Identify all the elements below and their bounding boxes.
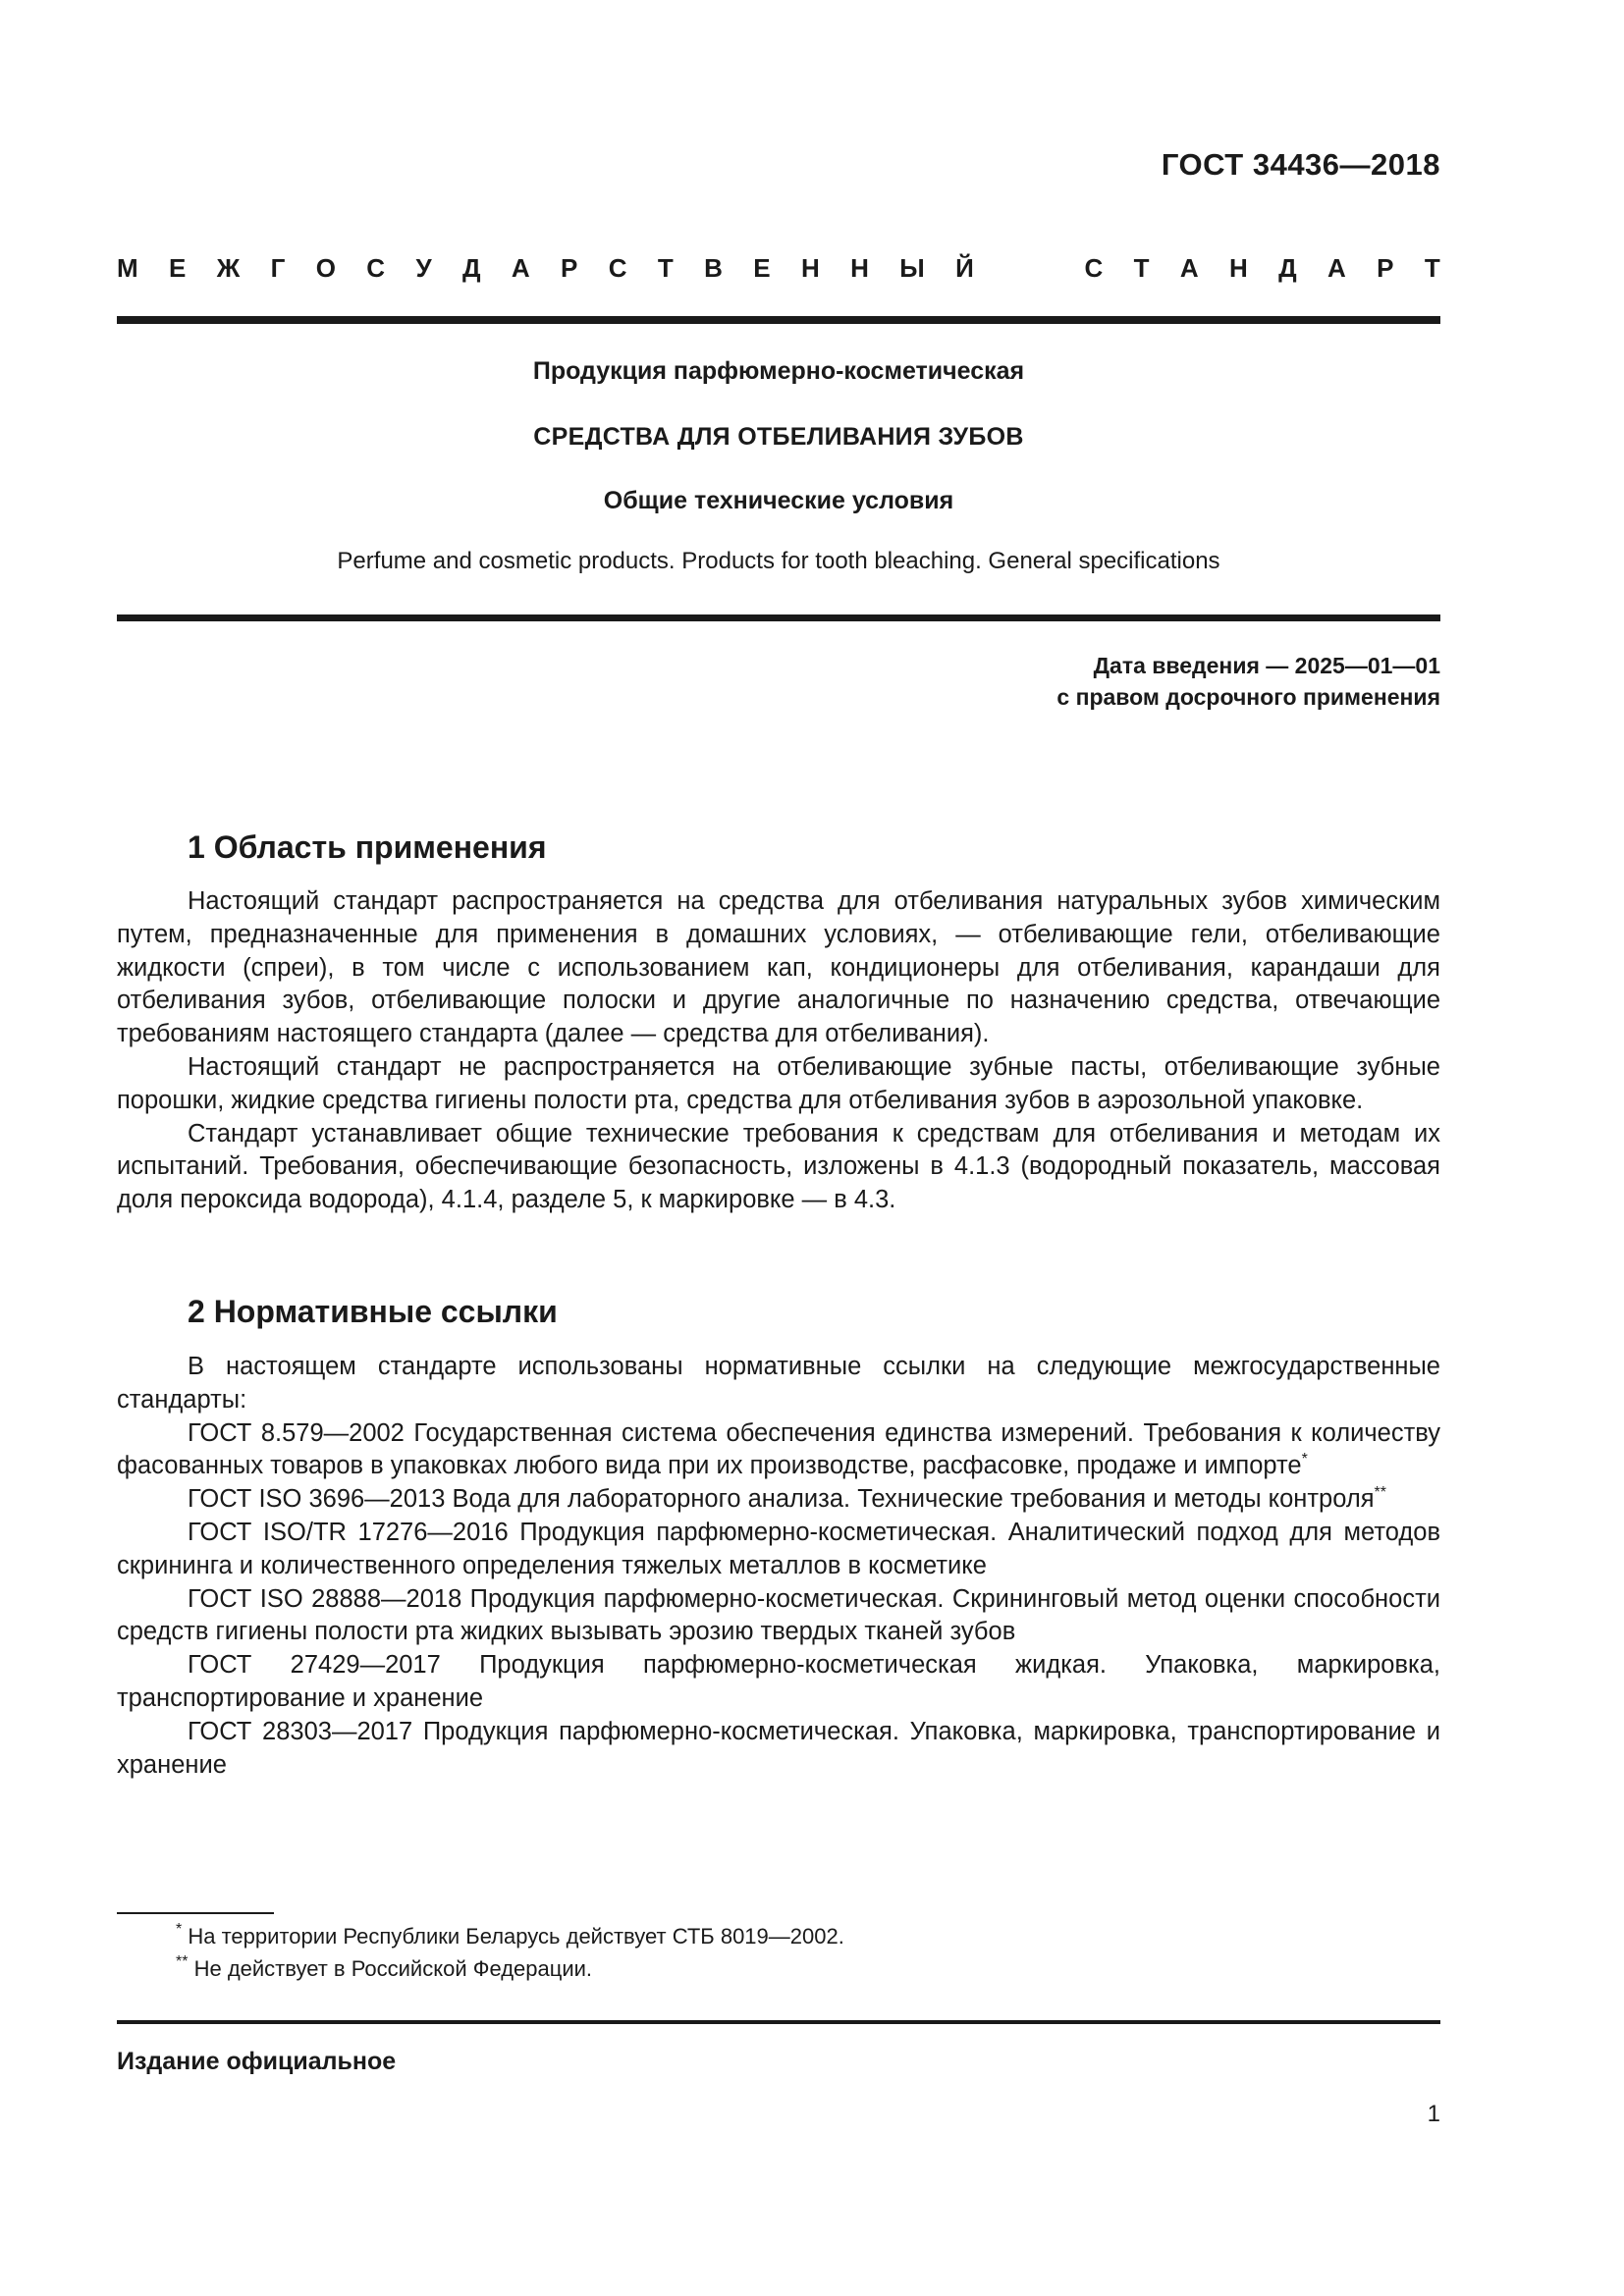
standard-subtitle: Общие технические условия xyxy=(603,487,954,514)
footnote-separator xyxy=(117,1912,274,1914)
paragraph: Стандарт устанавливает общие технические требования к средствам для отбеливания и методам их испытаний. Требования, обеспечивающие безопасность, изложены в 4.1.3 (водородный показатель, массовая доля пероксида водорода), 4.1.4, разделе 5, к маркировке — в 4.3. xyxy=(117,1119,1440,1214)
banner-letter: Й xyxy=(955,253,974,283)
footnote xyxy=(176,1920,844,1952)
normative-reference xyxy=(117,1483,1440,1517)
standard-number: ГОСТ 34436—2018 xyxy=(1161,147,1440,182)
banner-letter: Р xyxy=(1377,253,1394,283)
banner-letter: Ж xyxy=(216,253,241,283)
footnote xyxy=(176,1952,844,1985)
footer-divider xyxy=(117,2020,1440,2024)
footnote-mark: ** xyxy=(1374,1484,1386,1502)
footnote-text: Не действует в Российской Федерации. xyxy=(193,1956,593,1981)
footnote-mark: ** xyxy=(176,1953,189,1970)
header-divider xyxy=(117,316,1440,324)
reference-text: ГОСТ 8.579—2002 Государственная система обеспечения единства измерений. Требования к количеству фасованных товаров в упаковках любого вида при их производстве, расфасовке, продаже и импорте xyxy=(117,1418,1440,1480)
banner-letter: Д xyxy=(461,253,481,283)
banner-letter: Д xyxy=(1278,253,1297,283)
english-title: Perfume and cosmetic products. Products for tooth bleaching. General specifications xyxy=(337,548,1220,574)
title-divider xyxy=(117,614,1440,621)
banner-letter: С xyxy=(608,253,627,283)
banner-letter: Ы xyxy=(899,253,925,283)
normative-reference xyxy=(117,1583,1440,1650)
banner-letter: У xyxy=(415,253,432,283)
banner-letter: Е xyxy=(753,253,771,283)
early-application-note: с правом досрочного применения xyxy=(1056,684,1440,710)
paragraph: Настоящий стандарт распространяется на средства для отбеливания натуральных зубов химическим путем, предназначенные для применения в домашних условиях, — отбеливающие гели, отбеливающие жидкости (спреи), в том числе с использованием кап, кондиционеры для отбеливания, карандаши для отбеливания зубов, отбеливающие полоски и другие аналогичные по назначению средства, отвечающие требованиям настоящего стандарта (далее — средства для отбеливания). xyxy=(117,887,1440,1048)
normative-reference xyxy=(117,1417,1440,1484)
footnotes xyxy=(176,1920,844,1985)
banner-letter: Г xyxy=(270,253,286,283)
banner-letter: А xyxy=(1327,253,1346,283)
reference-text: ГОСТ ISO/TR 17276—2016 Продукция парфюмерно-косметическая. Аналитический подход для методов скрининга и количественного определения тяжелых металлов в косметике xyxy=(117,1518,1440,1579)
banner-letter: Т xyxy=(1424,253,1440,283)
banner-letter: А xyxy=(1179,253,1199,283)
section-2-heading: 2 Нормативные ссылки xyxy=(188,1294,558,1329)
banner-letter: С xyxy=(366,253,386,283)
banner-letter: О xyxy=(315,253,336,283)
official-edition-label: Издание официальное xyxy=(117,2048,397,2075)
banner-letter: А xyxy=(511,253,530,283)
normative-reference xyxy=(117,1517,1440,1583)
introduction-date-block xyxy=(1056,650,1440,713)
banner-letter: В xyxy=(704,253,723,283)
footnote-text: На территории Республики Беларусь действует СТБ 8019—2002. xyxy=(188,1924,844,1949)
footnote-mark: * xyxy=(1301,1451,1308,1468)
product-category: Продукция парфюмерно-косметическая xyxy=(532,357,1025,385)
section-1-body xyxy=(117,885,1440,1217)
section-1-heading: 1 Область применения xyxy=(188,829,547,865)
banner-letter: Т xyxy=(1133,253,1150,283)
interstate-standard-banner xyxy=(117,253,1440,284)
page-number: 1 xyxy=(1427,2101,1440,2127)
reference-text: ГОСТ ISO 3696—2013 Вода для лабораторного анализа. Технические требования и методы контроля xyxy=(188,1485,1375,1514)
banner-letter: Т xyxy=(657,253,674,283)
banner-word-gap xyxy=(1004,253,1054,284)
section-2-body xyxy=(117,1351,1440,1782)
banner-letter: Н xyxy=(850,253,869,283)
reference-text: ГОСТ 28303—2017 Продукция парфюмерно-косметическая. Упаковка, маркировка, транспортирование и хранение xyxy=(117,1717,1440,1779)
normative-reference xyxy=(117,1716,1440,1783)
paragraph: В настоящем стандарте использованы нормативные ссылки на следующие межгосударственные стандарты: xyxy=(117,1353,1440,1414)
banner-letter: М xyxy=(117,253,138,283)
banner-letter: Р xyxy=(561,253,578,283)
paragraph: Настоящий стандарт не распространяется на отбеливающие зубные пасты, отбеливающие зубные порошки, жидкие средства гигиены полости рта, средства для отбеливания зубов в аэрозольной упаковке. xyxy=(117,1052,1440,1114)
banner-letter: Н xyxy=(1229,253,1248,283)
introduction-date: Дата введения — 2025—01—01 xyxy=(1093,653,1440,678)
footnote-mark: * xyxy=(176,1921,183,1938)
banner-letter: С xyxy=(1084,253,1104,283)
banner-letter: Е xyxy=(169,253,187,283)
document-page xyxy=(117,0,1440,2296)
standard-title: СРЕДСТВА ДЛЯ ОТБЕЛИВАНИЯ ЗУБОВ xyxy=(533,423,1024,451)
reference-text: ГОСТ ISO 28888—2018 Продукция парфюмерно-косметическая. Скрининговый метод оценки способности средств гигиены полости рта жидких вызывать эрозию твердых тканей зубов xyxy=(117,1584,1440,1646)
banner-letter: Н xyxy=(800,253,820,283)
reference-text: ГОСТ 27429—2017 Продукция парфюмерно-косметическая жидкая. Упаковка, маркировка, транспортирование и хранение xyxy=(117,1651,1440,1712)
normative-reference xyxy=(117,1649,1440,1716)
